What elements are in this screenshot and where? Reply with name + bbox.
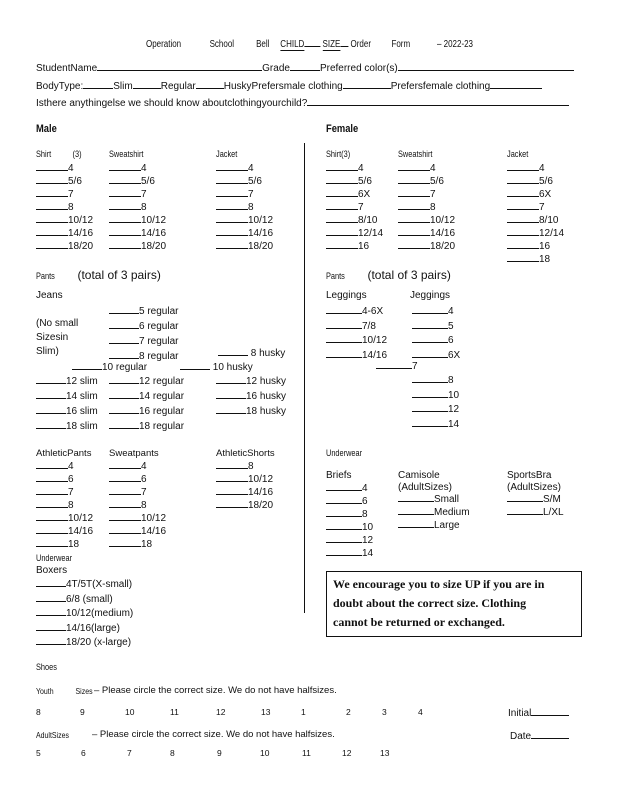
female-jacket-list — [507, 161, 564, 265]
male-jacket-option[interactable]: 10/12 — [216, 213, 273, 226]
youth-size-option[interactable]: 9 — [80, 707, 85, 717]
athletic-shorts-option[interactable]: 8 — [216, 459, 273, 472]
female-heading: Female — [326, 123, 359, 135]
adult-circle-note: – Please circle the correct size. We do not have halfsizes. — [92, 729, 335, 740]
male-shirt-option[interactable]: 10/12 — [36, 213, 93, 226]
boxers-option[interactable]: 4T/5T(X-small) — [36, 577, 133, 592]
jeans-10-regular[interactable]: 10 regular — [72, 360, 147, 373]
sweatpants-option[interactable]: 14/16 — [109, 524, 166, 537]
jeggings-more-option[interactable]: 14 — [412, 417, 459, 432]
body-type-row — [36, 79, 542, 92]
female-sweatshirt-option[interactable]: 5/6 — [398, 174, 455, 187]
female-jacket-option[interactable]: 8/10 — [507, 213, 564, 226]
female-sweatshirt-option[interactable]: 14/16 — [398, 226, 455, 239]
male-shirt-qty: (3) — [72, 149, 82, 159]
notice-line: We encourage you to size UP if you are in — [333, 577, 545, 591]
notice-line: doubt about the correct size. Clothing — [333, 596, 527, 610]
jeggings-list — [412, 304, 460, 362]
jeans-regular-large-option[interactable]: 18 regular — [109, 419, 184, 434]
leggings-list — [326, 304, 387, 362]
youth-size-option[interactable]: 8 — [36, 707, 41, 717]
female-shirt-option[interactable]: 7 — [326, 200, 383, 213]
female-shirt-option[interactable]: 8/10 — [326, 213, 383, 226]
athletic-shorts-option[interactable]: 14/16 — [216, 485, 273, 498]
female-clothing-field[interactable] — [490, 79, 542, 89]
male-sweatshirt-list — [109, 161, 166, 252]
female-shirt-option[interactable]: 6X — [326, 187, 383, 200]
title-school: School — [209, 39, 235, 50]
date-label: Date — [510, 731, 532, 742]
sportsbra-list — [507, 492, 564, 518]
regular-label: Regular — [160, 81, 196, 92]
sweatpants-option[interactable]: 6 — [109, 472, 166, 485]
date-field[interactable] — [531, 729, 569, 739]
female-sweatshirt-option[interactable]: 10/12 — [398, 213, 455, 226]
athletic-pants-option[interactable]: 4 — [36, 459, 93, 472]
athletic-pants-option[interactable]: 8 — [36, 498, 93, 511]
anything-else-label: Isthere anythingelse we should know aboutclothingyourchild? — [36, 98, 308, 109]
boxers-option[interactable]: 6/8 (small) — [36, 592, 133, 607]
male-sweatshirt-header: Sweatshirt — [109, 149, 144, 159]
youth-size-option[interactable]: 13 — [261, 707, 271, 717]
female-jacket-option[interactable]: 12/14 — [507, 226, 564, 239]
form-title — [146, 37, 555, 50]
female-pants-total: (total of 3 pairs) — [367, 268, 451, 282]
male-sweatshirt-option[interactable]: 10/12 — [109, 213, 166, 226]
sportsbra-option[interactable]: S/M — [507, 492, 564, 505]
slim-label: Slim — [113, 81, 133, 92]
male-sweatshirt-option[interactable]: 5/6 — [109, 174, 166, 187]
jeggings-more-option[interactable]: 8 — [412, 373, 459, 388]
title-order: Order — [350, 39, 371, 50]
jeans-husky-option[interactable]: 12 husky — [216, 374, 286, 389]
athletic-pants-option[interactable]: 10/12 — [36, 511, 93, 524]
adult-size-option[interactable]: 10 — [260, 748, 270, 758]
female-shirt-option[interactable]: 4 — [326, 161, 383, 174]
title-child: CHILD — [280, 39, 305, 50]
jeans-regular-large-option[interactable]: 16 regular — [109, 404, 184, 419]
anything-else-field[interactable] — [307, 96, 569, 106]
boxers-list — [36, 577, 133, 650]
athletic-shorts-option[interactable]: 10/12 — [216, 472, 273, 485]
jeans-husky-list — [216, 374, 286, 419]
camisole-option[interactable]: Large — [398, 518, 470, 531]
male-shirt-option[interactable]: 7 — [36, 187, 93, 200]
jeans-regular-large-option[interactable]: 12 regular — [109, 374, 184, 389]
sweatpants-option[interactable]: 8 — [109, 498, 166, 511]
female-shirt-list — [326, 161, 383, 252]
youth-size-option[interactable]: 11 — [170, 707, 179, 717]
initial-label: Initial — [508, 708, 532, 719]
female-shirt-option[interactable]: 5/6 — [326, 174, 383, 187]
female-jacket-header: Jacket — [507, 149, 529, 159]
jeggings-option[interactable]: 6 — [412, 333, 460, 348]
notice-line: cannot be returned or exchanged. — [333, 615, 505, 629]
athletic-pants-option[interactable]: 7 — [36, 485, 93, 498]
adult-size-option[interactable]: 11 — [302, 748, 311, 758]
youth-size-option[interactable]: 2 — [346, 707, 351, 717]
student-name-row — [36, 61, 574, 74]
youth-size-option[interactable]: 1 — [301, 707, 306, 717]
female-sweatshirt-header: Sweatshirt — [398, 149, 433, 159]
female-sweatshirt-list — [398, 161, 455, 252]
leggings-option[interactable]: 4-6X — [326, 304, 387, 319]
youth-label: Youth — [36, 686, 54, 696]
leggings-option[interactable]: 10/12 — [326, 333, 387, 348]
female-sweatshirt-option[interactable]: 8 — [398, 200, 455, 213]
leggings-option[interactable]: 14/16 — [326, 348, 387, 363]
athletic-pants-option[interactable]: 14/16 — [36, 524, 93, 537]
adult-sizes-label: AdultSizes — [36, 730, 69, 740]
adult-size-option[interactable]: 13 — [380, 748, 390, 758]
preferred-color-field[interactable] — [398, 61, 574, 71]
youth-size-option[interactable]: 12 — [216, 707, 226, 717]
adult-size-option[interactable]: 5 — [36, 748, 41, 758]
jeggings-more-option[interactable]: 10 — [412, 388, 459, 403]
adult-size-option[interactable]: 12 — [342, 748, 352, 758]
male-shirt-list — [36, 161, 93, 252]
jeggings-header: Jeggings — [410, 290, 451, 301]
male-sweatshirt-option[interactable]: 8 — [109, 200, 166, 213]
camisole-list — [398, 492, 470, 531]
male-sweatshirt-option[interactable]: 18/20 — [109, 239, 166, 252]
female-jacket-option[interactable]: 7 — [507, 200, 564, 213]
male-sweatshirt-option[interactable]: 14/16 — [109, 226, 166, 239]
title-size: SIZE — [322, 39, 341, 50]
jeans-regular-option[interactable]: 8 regular — [109, 349, 178, 364]
body-type-label: BodyType: — [36, 81, 84, 92]
jeans-regular-option[interactable]: 7 regular — [109, 334, 178, 349]
male-pants-total: (total of 3 pairs) — [77, 268, 161, 282]
briefs-option[interactable]: 6 — [326, 494, 373, 507]
female-clothing-label: Prefersfemale clothing — [390, 81, 491, 92]
jeans-slim-list — [36, 374, 98, 434]
briefs-list — [326, 481, 373, 559]
briefs-option[interactable]: 12 — [326, 533, 373, 546]
date-row — [510, 729, 569, 742]
jeans-slim-option[interactable]: 12 slim — [36, 374, 98, 389]
jeans-slim-option[interactable]: 18 slim — [36, 419, 98, 434]
youth-sizes-word: Sizes — [75, 686, 93, 696]
jeans-husky-option[interactable]: 18 husky — [216, 404, 286, 419]
jeggings-option[interactable]: 5 — [412, 319, 460, 334]
female-sweatshirt-option[interactable]: 18/20 — [398, 239, 455, 252]
youth-circle-note: – Please circle the correct size. We do not have halfsizes. — [94, 685, 337, 696]
title-operation: Operation — [146, 39, 182, 50]
briefs-option[interactable]: 4 — [326, 481, 373, 494]
female-pants-label: Pants — [326, 271, 345, 281]
jeans-8-husky[interactable]: 8 husky — [218, 346, 285, 359]
male-pants-label: Pants — [36, 271, 55, 281]
grade-field[interactable] — [290, 61, 320, 71]
jeggings-more-list — [412, 373, 459, 431]
leggings-header: Leggings — [326, 290, 367, 301]
husky-male-label: HuskyPrefersmale clothing — [223, 81, 343, 92]
male-jacket-list — [216, 161, 273, 252]
male-heading: Male — [36, 123, 57, 135]
male-jacket-option[interactable]: 14/16 — [216, 226, 273, 239]
anything-else-row — [36, 96, 569, 109]
grade-label: Grade — [262, 63, 290, 74]
briefs-option[interactable]: 8 — [326, 507, 373, 520]
jeans-slim-option[interactable]: 16 slim — [36, 404, 98, 419]
adult-size-option[interactable]: 6 — [81, 748, 86, 758]
size-notice-box — [326, 571, 582, 637]
female-shirt-header: Shirt(3) — [326, 149, 351, 159]
camisole-header — [398, 470, 452, 494]
female-jacket-option[interactable]: 16 — [507, 239, 564, 252]
column-divider — [304, 143, 305, 613]
female-jacket-option[interactable]: 5/6 — [507, 174, 564, 187]
boxers-option[interactable]: 10/12(medium) — [36, 606, 133, 621]
female-jacket-option[interactable]: 4 — [507, 161, 564, 174]
briefs-option[interactable]: 10 — [326, 520, 373, 533]
female-shirt-option[interactable]: 16 — [326, 239, 383, 252]
initial-field[interactable] — [531, 706, 569, 716]
jeans-note: (No small Sizesin Slim) — [36, 318, 79, 357]
title-form: Form — [391, 39, 411, 50]
male-shirt-option[interactable]: 5/6 — [36, 174, 93, 187]
slim-field[interactable] — [83, 79, 113, 89]
jeans-slim-option[interactable]: 14 slim — [36, 389, 98, 404]
male-jacket-option[interactable]: 7 — [216, 187, 273, 200]
preferred-color-label: Preferred color(s) — [319, 63, 398, 74]
male-shirt-header — [36, 149, 82, 159]
sweatpants-option[interactable]: 7 — [109, 485, 166, 498]
boxers-option[interactable]: 18/20 (x-large) — [36, 635, 133, 650]
student-name-label: StudentName — [36, 63, 98, 74]
male-shirt-label: Shirt — [36, 149, 52, 159]
male-shirt-option[interactable]: 14/16 — [36, 226, 93, 239]
youth-size-option[interactable]: 10 — [125, 707, 135, 717]
adult-size-option[interactable]: 8 — [170, 748, 175, 758]
initial-row — [508, 706, 569, 719]
regular-field[interactable] — [133, 79, 161, 89]
athletic-shorts-header: AthleticShorts — [216, 448, 275, 459]
female-sweatshirt-option[interactable]: 7 — [398, 187, 455, 200]
female-jacket-option[interactable]: 6X — [507, 187, 564, 200]
male-underwear-label: Underwear — [36, 553, 73, 563]
leggings-option[interactable]: 7/8 — [326, 319, 387, 334]
adult-sizes-label-wrap — [36, 730, 76, 740]
youth-size-option[interactable]: 3 — [382, 707, 387, 717]
athletic-pants-option[interactable]: 18 — [36, 537, 93, 550]
camisole-label: Camisole — [398, 470, 440, 481]
briefs-option[interactable]: 14 — [326, 546, 373, 559]
sweatpants-header: Sweatpants — [109, 448, 159, 459]
male-clothing-field[interactable] — [343, 79, 391, 89]
female-sweatshirt-option[interactable]: 4 — [398, 161, 455, 174]
jeggings-option[interactable]: 6X — [412, 348, 460, 363]
youth-size-option[interactable]: 4 — [418, 707, 423, 717]
male-jacket-header: Jacket — [216, 149, 238, 159]
title-year: – 2022-23 — [436, 39, 474, 50]
male-pants-header — [36, 266, 161, 284]
male-shirt-option[interactable]: 4 — [36, 161, 93, 174]
jeggings-more-option[interactable]: 12 — [412, 402, 459, 417]
shoes-label: Shoes — [36, 662, 57, 672]
male-jacket-option[interactable]: 8 — [216, 200, 273, 213]
male-sweatshirt-option[interactable]: 7 — [109, 187, 166, 200]
jeans-regular-option[interactable]: 6 regular — [109, 319, 178, 334]
athletic-pants-list — [36, 459, 93, 550]
athletic-pants-option[interactable]: 6 — [36, 472, 93, 485]
male-shirt-option[interactable]: 18/20 — [36, 239, 93, 252]
jeans-10-husky[interactable]: 10 husky — [180, 360, 253, 373]
jeans-regular-large-option[interactable]: 14 regular — [109, 389, 184, 404]
sweatpants-option[interactable]: 10/12 — [109, 511, 166, 524]
female-pants-header — [326, 266, 451, 284]
briefs-header: Briefs — [326, 470, 352, 481]
jeggings-option[interactable]: 4 — [412, 304, 460, 319]
athletic-shorts-option[interactable]: 18/20 — [216, 498, 273, 511]
adult-size-option[interactable]: 9 — [217, 748, 222, 758]
sportsbra-option[interactable]: L/XL — [507, 505, 564, 518]
sweatpants-option[interactable]: 18 — [109, 537, 166, 550]
camisole-sub: (AdultSizes) — [398, 482, 452, 493]
boxers-option[interactable]: 14/16(large) — [36, 621, 133, 636]
female-jacket-option[interactable]: 18 — [507, 252, 564, 265]
female-shirt-option[interactable]: 12/14 — [326, 226, 383, 239]
jeans-label: Jeans — [36, 290, 63, 301]
male-jacket-option[interactable]: 4 — [216, 161, 273, 174]
male-jacket-option[interactable]: 18/20 — [216, 239, 273, 252]
male-jacket-option[interactable]: 5/6 — [216, 174, 273, 187]
sportsbra-header — [507, 470, 561, 494]
husky-field[interactable] — [196, 79, 224, 89]
student-name-field[interactable] — [97, 61, 262, 71]
adult-size-option[interactable]: 7 — [127, 748, 132, 758]
boxers-label: Boxers — [36, 565, 68, 576]
jeggings-7-option[interactable]: 7 — [376, 359, 418, 372]
camisole-option[interactable]: Small — [398, 492, 470, 505]
camisole-option[interactable]: Medium — [398, 505, 470, 518]
female-underwear-label: Underwear — [326, 448, 363, 458]
male-sweatshirt-option[interactable]: 4 — [109, 161, 166, 174]
athletic-shorts-list — [216, 459, 273, 511]
jeans-husky-option[interactable]: 16 husky — [216, 389, 286, 404]
sweatpants-option[interactable]: 4 — [109, 459, 166, 472]
sweatpants-list — [109, 459, 166, 550]
sportsbra-sub: (AdultSizes) — [507, 482, 561, 493]
jeans-regular-list — [109, 304, 178, 364]
title-bell: Bell — [256, 39, 270, 50]
jeans-regular-large-list — [109, 374, 184, 434]
jeans-regular-option[interactable]: 5 regular — [109, 304, 178, 319]
athletic-pants-header: AthleticPants — [36, 448, 92, 459]
sportsbra-label: SportsBra — [507, 470, 552, 481]
male-shirt-option[interactable]: 8 — [36, 200, 93, 213]
